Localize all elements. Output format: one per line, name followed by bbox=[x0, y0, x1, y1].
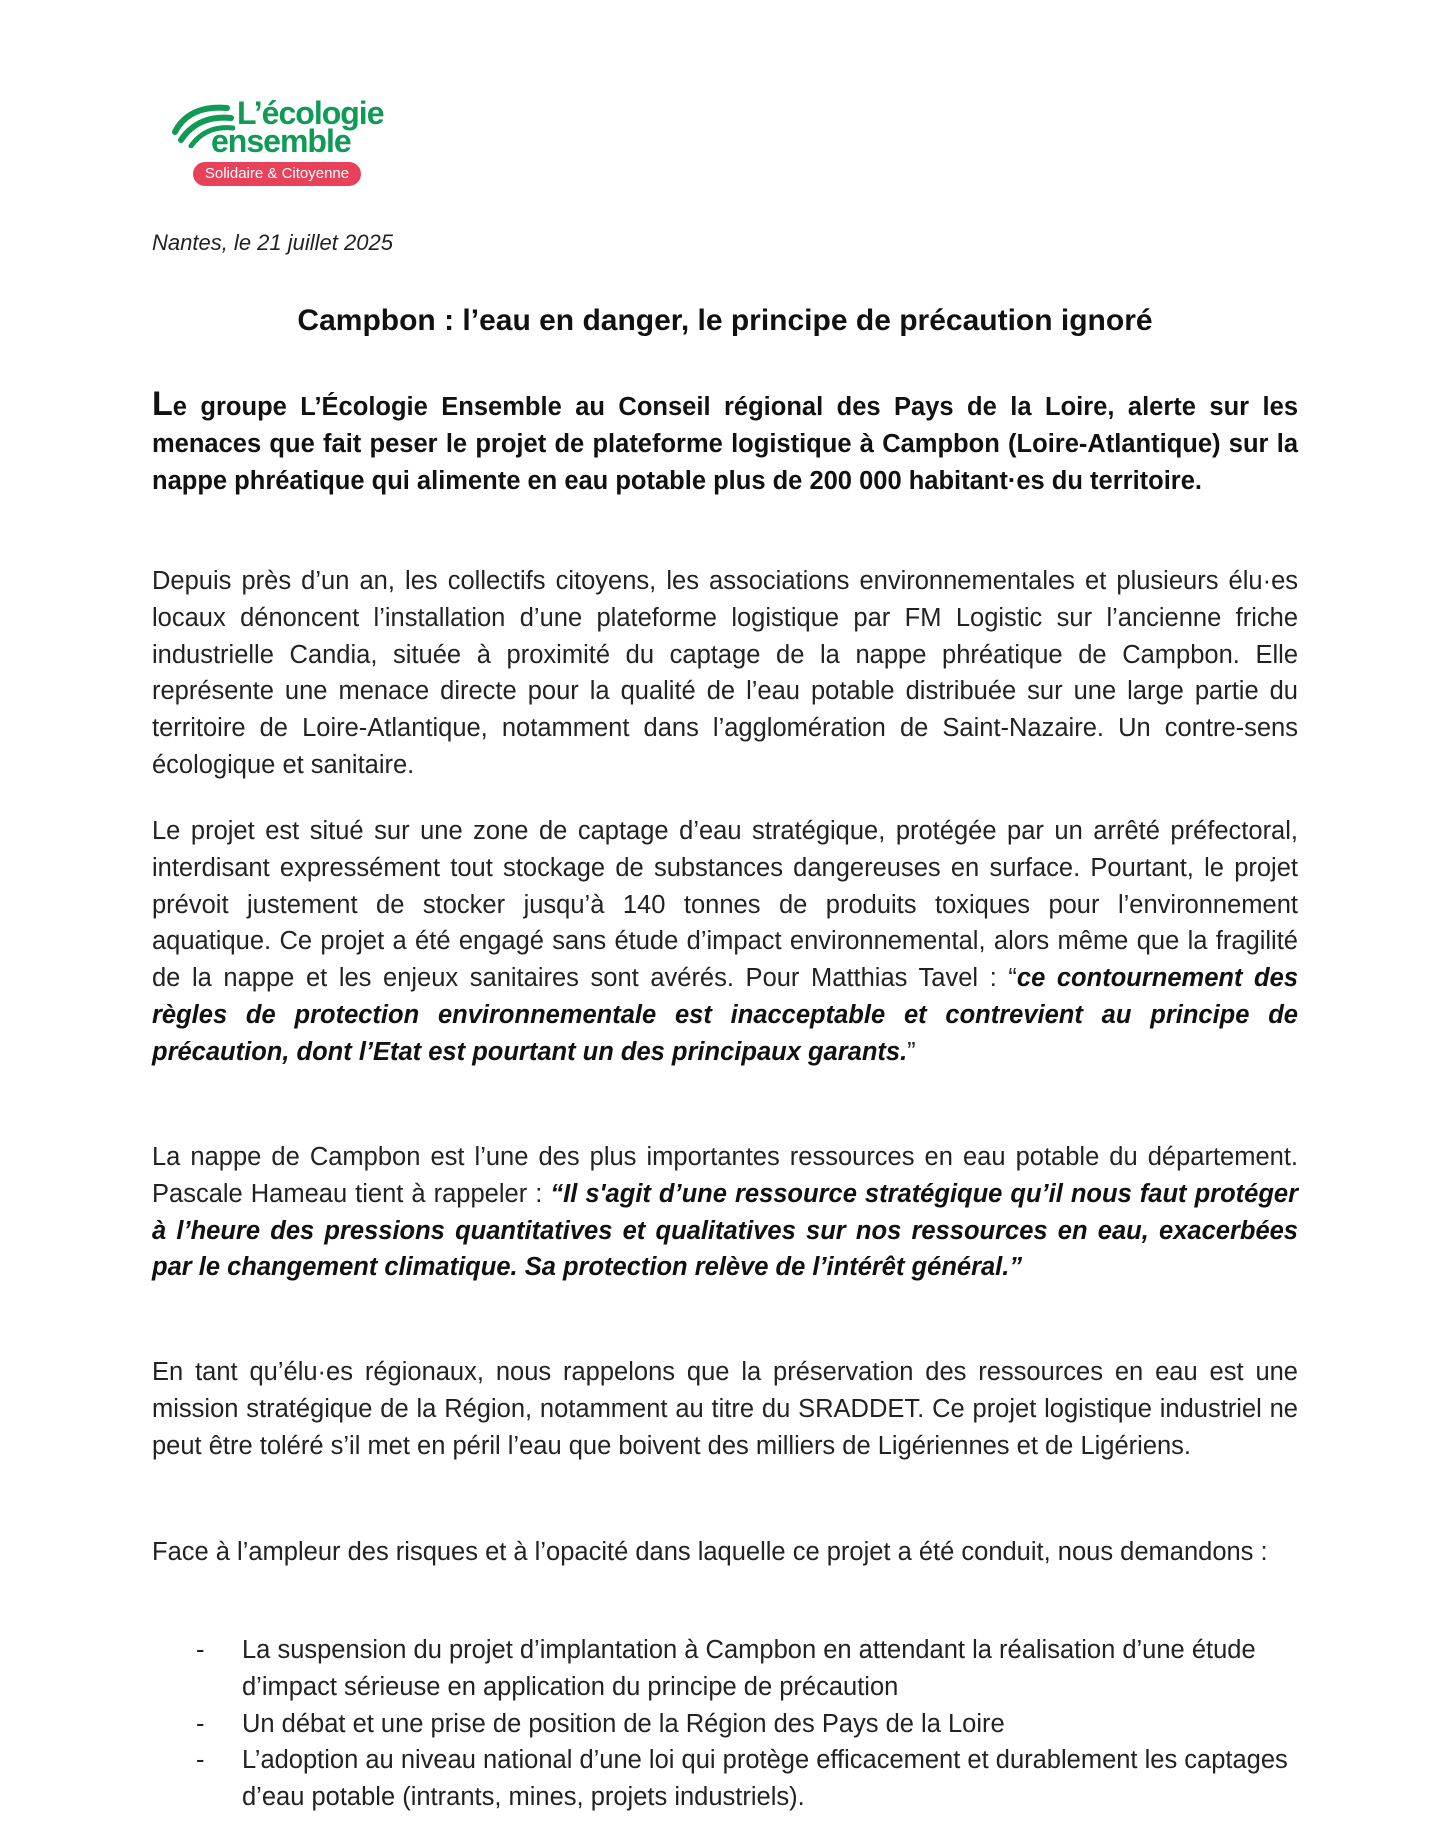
paragraph-demands-intro: Face à l’ampleur des risques et à l’opacité dans laquelle ce projet a été conduit, nous demandons : bbox=[152, 1538, 1268, 1566]
paragraph-region: En tant qu’élu·es régionaux, nous rappelons que la préservation des ressources en eau est une mission stratégique de la Région, notamment au titre du SRADDET. Ce projet logistique industriel ne peut être toléré s’il met en péril l’eau que boivent des milliers de Ligériennes et de Ligériens. bbox=[152, 1358, 1298, 1460]
dateline: Nantes, le 21 juillet 2025 bbox=[152, 230, 393, 255]
lead-text: e groupe L’Écologie Ensemble au Conseil régional des Pays de la Loire, alerte sur les menaces que fait peser le projet de plateforme logistique à Campbon (Loire-Atlantique) sur la nappe phréatique qui alimente en eau potable plus de 200 000 habitant·es du territoire. bbox=[152, 393, 1298, 495]
list-item-text: L’adoption au niveau national d’une loi qui protège efficacement et durablement les captages d’eau potable (intrants, mines, projets industriels). bbox=[242, 1746, 1288, 1812]
quote-close-mark: ” bbox=[907, 1037, 916, 1066]
demands-list bbox=[152, 1632, 1298, 1816]
logo bbox=[171, 96, 401, 188]
list-item bbox=[152, 1742, 1298, 1816]
paragraph-nappe-text: La nappe de Campbon est l’une des plus importantes ressources en eau potable du département. Pascale Hameau tient à rappeler : bbox=[152, 1143, 1298, 1208]
lead-dropcap: L bbox=[152, 385, 173, 423]
logo-badge: Solidaire & Citoyenne bbox=[193, 162, 361, 186]
lead-paragraph bbox=[152, 386, 1298, 499]
press-release-title: Campbon : l’eau en danger, le principe de précaution ignoré bbox=[297, 304, 1153, 337]
list-dash: - bbox=[196, 1636, 205, 1664]
logo-wordmark-line1: L’écologie bbox=[237, 95, 384, 131]
quote-matthias-tavel: ce contournement des règles de protection environnementale est inacceptable et contrevient au principe de précaution, dont l’Etat est pourtant un des principaux garants. bbox=[152, 964, 1298, 1066]
list-item bbox=[152, 1706, 1298, 1743]
list-item-text: Un débat et une prise de position de la Région des Pays de la Loire bbox=[242, 1709, 1005, 1738]
quote-pascale-hameau: “Il s'agit d’une ressource stratégique qu’il nous faut protéger à l’heure des pressions quantitatives et qualitatives sur nos ressources en eau, exacerbées par le changement climatique. Sa protection relève de l’intérêt général.” bbox=[152, 1179, 1298, 1282]
list-item bbox=[152, 1632, 1298, 1706]
list-dash: - bbox=[196, 1746, 205, 1775]
list-dash: - bbox=[196, 1709, 205, 1738]
paragraph-nappe bbox=[152, 1139, 1298, 1286]
paragraph-context: Depuis près d’un an, les collectifs citoyens, les associations environnementales et plusieurs élu·es locaux dénoncent l’installation d’une plateforme logistique par FM Logistic sur l’ancienne friche industrielle Candia, située à proximité du captage de la nappe phréatique de Campbon. Elle représente une menace directe pour la qualité de l’eau potable distribuée sur une large partie du territoire de Loire-Atlantique, notamment dans l’agglomération de Saint-Nazaire. Un contre-sens écologique et sanitaire. bbox=[152, 567, 1298, 779]
list-item-text: La suspension du projet d’implantation à Campbon en attendant la réalisation d’une étude d’impact sérieuse en application du principe de précaution bbox=[242, 1636, 1256, 1701]
paragraph-project-text: Le projet est situé sur une zone de captage d’eau stratégique, protégée par un arrêté préfectoral, interdisant expressément tout stockage de substances dangereuses en surface. Pourtant, le projet prévoit justement de stocker jusqu’à 140 tonnes de produits toxiques pour l’environnement aquatique. Ce projet a été engagé sans étude d’impact environnemental, alors même que la fragilité de la nappe et les enjeux sanitaires sont avérés. Pour Matthias Tavel : “ bbox=[152, 817, 1298, 993]
paragraph-project bbox=[152, 813, 1298, 1071]
logo-wordmark-line2: ensemble bbox=[211, 123, 351, 159]
